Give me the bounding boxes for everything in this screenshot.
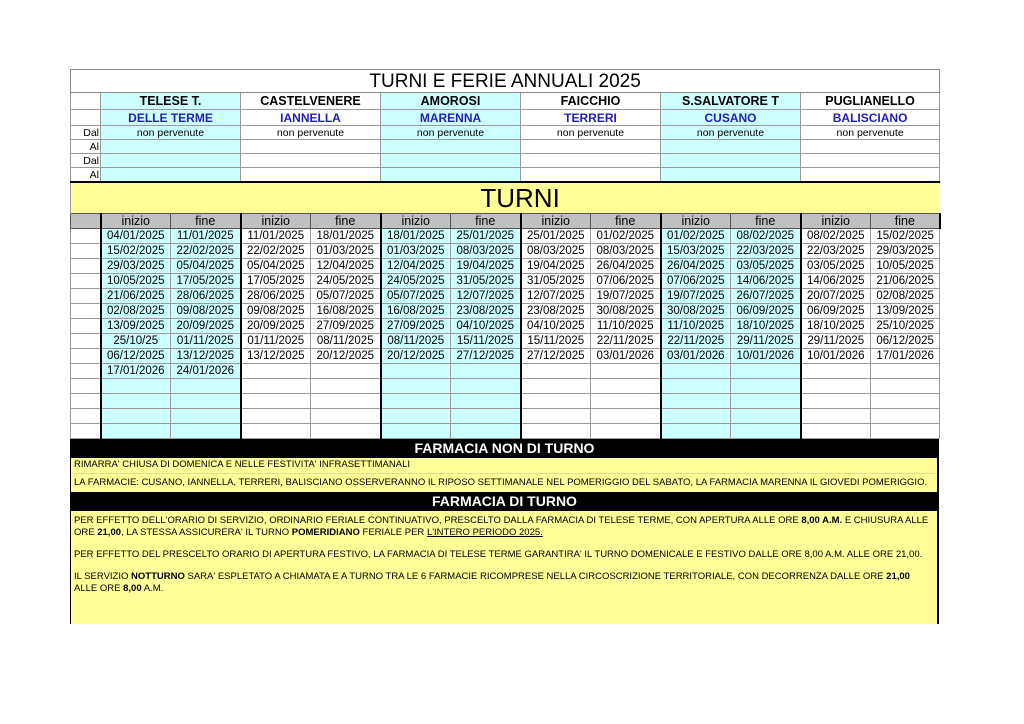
turno-date-cell: 30/08/2025 (661, 304, 731, 319)
turno-date-cell: 04/01/2025 (101, 229, 171, 244)
turno-date-cell (101, 394, 171, 409)
turno-date-cell (451, 364, 521, 379)
turno-date-cell: 13/09/2025 (101, 319, 171, 334)
turno-date-cell: 26/07/2025 (731, 289, 801, 304)
turni-table (70, 69, 941, 439)
turno-date-cell: 11/10/2025 (661, 319, 731, 334)
turno-date-cell: 27/09/2025 (311, 319, 381, 334)
ferie-cell (101, 168, 241, 183)
turno-date-cell: 17/01/2026 (101, 364, 171, 379)
turno-date-cell (731, 364, 801, 379)
ferie-label: Dal (71, 154, 101, 168)
ferie-cell (521, 140, 661, 154)
turno-date-cell: 05/04/2025 (241, 259, 311, 274)
col-start-header: inizio (521, 214, 591, 229)
ferie-cell (661, 154, 801, 168)
turno-date-cell: 11/01/2025 (241, 229, 311, 244)
row-label-cell (71, 304, 101, 319)
row-label-cell (71, 289, 101, 304)
turno-date-cell: 12/07/2025 (521, 289, 591, 304)
page-title: TURNI E FERIE ANNUALI 2025 (71, 70, 940, 93)
col-start-header: inizio (661, 214, 731, 229)
turni-sheet (70, 69, 939, 624)
pharmacy-name: CUSANO (661, 110, 801, 126)
text-run: PER EFFETTO DELL'ORARIO DI SERVIZIO, ORDINARIO FERIALE CONTINUATIVO, PRESCELTO DALLA FARMACIA DI TELESE TERME, CON APERTURA ALLE ORE (74, 515, 802, 526)
turno-paragraph-2: PER EFFETTO DEL PRESCELTO ORARIO DI APERTURA FESTIVO, LA FARMACIA DI TELESE TERME GARANTIRA' IL TURNO DOMENICALE E FESTIVO DALLE ORE 8,00 A.M. ALLE ORE 21,00. (74, 549, 923, 560)
turno-date-cell: 10/01/2026 (731, 349, 801, 364)
turno-date-cell (731, 409, 801, 424)
text-run: 8,00 (123, 583, 142, 594)
turno-date-cell: 19/04/2025 (521, 259, 591, 274)
turno-date-cell: 24/05/2025 (381, 274, 451, 289)
ferie-cell: non pervenute (241, 126, 381, 140)
turno-date-cell: 29/03/2025 (871, 244, 940, 259)
ferie-cell (801, 154, 940, 168)
turno-date-cell: 11/01/2025 (171, 229, 241, 244)
turno-date-cell: 25/10/25 (101, 334, 171, 349)
turno-date-cell: 04/10/2025 (451, 319, 521, 334)
ferie-cell (101, 154, 241, 168)
turno-date-cell (731, 394, 801, 409)
col-start-header: inizio (801, 214, 871, 229)
ferie-cell (521, 154, 661, 168)
turno-date-cell (591, 409, 661, 424)
turno-paragraph-1 (74, 515, 934, 539)
turno-date-cell: 08/11/2025 (381, 334, 451, 349)
turno-date-cell (731, 379, 801, 394)
turno-date-cell: 07/06/2025 (661, 274, 731, 289)
col-end-header: fine (311, 214, 381, 229)
row-label-cell (71, 244, 101, 259)
turno-date-cell: 14/06/2025 (801, 274, 871, 289)
col-end-header: fine (171, 214, 241, 229)
turno-date-cell: 23/08/2025 (521, 304, 591, 319)
turno-date-cell: 15/02/2025 (871, 229, 940, 244)
corner-cell (71, 93, 101, 110)
text-run: 21,00 (97, 527, 122, 538)
row-label-cell (71, 409, 101, 424)
turno-date-cell: 16/08/2025 (311, 304, 381, 319)
turno-date-cell (591, 424, 661, 439)
turno-date-cell: 27/09/2025 (381, 319, 451, 334)
text-run: , LA STESSA ASSICURERA' IL TURNO (121, 527, 292, 538)
ferie-cell (381, 140, 521, 154)
ferie-cell (101, 140, 241, 154)
turno-date-cell: 15/11/2025 (451, 334, 521, 349)
turno-date-cell (661, 424, 731, 439)
town-header: CASTELVENERE (241, 93, 381, 110)
turno-date-cell (871, 394, 940, 409)
turno-date-cell: 12/04/2025 (311, 259, 381, 274)
turno-date-cell: 31/05/2025 (451, 274, 521, 289)
town-header: FAICCHIO (521, 93, 661, 110)
turno-date-cell (661, 364, 731, 379)
turno-date-cell (241, 364, 311, 379)
turno-date-cell: 21/06/2025 (101, 289, 171, 304)
turno-date-cell: 21/06/2025 (871, 274, 940, 289)
pharmacy-name: MARENNA (381, 110, 521, 126)
turno-date-cell: 03/05/2025 (801, 259, 871, 274)
turno-date-cell (311, 409, 381, 424)
text-run: NOTTURNO (131, 571, 185, 582)
turno-date-cell: 22/11/2025 (661, 334, 731, 349)
turno-date-cell (241, 379, 311, 394)
turno-date-cell: 01/11/2025 (241, 334, 311, 349)
turno-date-cell: 29/11/2025 (731, 334, 801, 349)
turno-date-cell: 15/02/2025 (101, 244, 171, 259)
text-run: IL SERVIZIO (74, 571, 132, 582)
turno-date-cell: 08/11/2025 (311, 334, 381, 349)
turno-date-cell: 08/03/2025 (591, 244, 661, 259)
turno-date-cell: 18/10/2025 (801, 319, 871, 334)
ferie-label: Al (71, 140, 101, 154)
ferie-label: Dal (71, 126, 101, 140)
turno-date-cell: 20/12/2025 (311, 349, 381, 364)
row-label-cell (71, 349, 101, 364)
turni-spacer (71, 182, 101, 214)
turno-date-cell: 25/01/2025 (451, 229, 521, 244)
ferie-cell: non pervenute (381, 126, 521, 140)
turno-date-cell (801, 379, 871, 394)
text-run: A.M. (141, 583, 164, 594)
turno-date-cell: 29/03/2025 (101, 259, 171, 274)
row-label-cell (71, 394, 101, 409)
ferie-cell (801, 168, 940, 183)
row-label-cell (71, 379, 101, 394)
turno-date-cell: 10/01/2026 (801, 349, 871, 364)
turno-date-cell: 01/02/2025 (661, 229, 731, 244)
turno-date-cell: 25/01/2025 (521, 229, 591, 244)
text-run: FERIALE PER (359, 527, 427, 538)
turno-date-cell (311, 424, 381, 439)
turno-date-cell: 19/07/2025 (591, 289, 661, 304)
turno-date-cell: 01/02/2025 (591, 229, 661, 244)
ferie-cell (801, 140, 940, 154)
turno-date-cell: 05/04/2025 (171, 259, 241, 274)
col-end-header: fine (871, 214, 940, 229)
row-label-cell (71, 334, 101, 349)
turno-date-cell (241, 394, 311, 409)
turno-date-cell: 02/08/2025 (101, 304, 171, 319)
ferie-cell (241, 154, 381, 168)
turno-date-cell: 10/05/2025 (871, 259, 940, 274)
turno-date-cell (381, 364, 451, 379)
row-label-cell (71, 319, 101, 334)
row-label-cell (71, 214, 101, 229)
col-start-header: inizio (101, 214, 171, 229)
turno-date-cell: 17/01/2026 (871, 349, 940, 364)
col-end-header: fine (451, 214, 521, 229)
turno-date-cell: 13/09/2025 (871, 304, 940, 319)
non-turno-heading: FARMACIA NON DI TURNO (70, 439, 939, 458)
pharmacy-name: IANNELLA (241, 110, 381, 126)
town-header: AMOROSI (381, 93, 521, 110)
turno-date-cell: 03/05/2025 (731, 259, 801, 274)
pharmacy-name: BALISCIANO (801, 110, 940, 126)
turno-date-cell: 18/01/2025 (381, 229, 451, 244)
turno-date-cell (101, 409, 171, 424)
ferie-cell (241, 168, 381, 183)
turno-date-cell: 20/09/2025 (171, 319, 241, 334)
row-label-cell (71, 229, 101, 244)
text-run: E CHIUSURA ALLE ORE (74, 515, 929, 538)
turno-date-cell: 08/03/2025 (451, 244, 521, 259)
turno-date-cell (381, 379, 451, 394)
turno-date-cell: 22/03/2025 (801, 244, 871, 259)
turno-date-cell (661, 394, 731, 409)
turno-date-cell (521, 394, 591, 409)
turno-notes (70, 511, 939, 624)
turno-date-cell: 22/03/2025 (731, 244, 801, 259)
ferie-cell: non pervenute (801, 126, 940, 140)
turno-date-cell: 29/11/2025 (801, 334, 871, 349)
turno-date-cell (521, 409, 591, 424)
turno-date-cell: 01/03/2025 (381, 244, 451, 259)
turno-date-cell: 23/08/2025 (451, 304, 521, 319)
turno-heading: FARMACIA DI TURNO (70, 492, 939, 511)
turno-paragraph-3 (74, 571, 934, 595)
turno-date-cell (451, 379, 521, 394)
col-start-header: inizio (241, 214, 311, 229)
ferie-cell (381, 154, 521, 168)
turno-date-cell: 16/08/2025 (381, 304, 451, 319)
turno-date-cell (661, 409, 731, 424)
turno-date-cell: 19/07/2025 (661, 289, 731, 304)
turno-date-cell (871, 409, 940, 424)
turno-date-cell (311, 364, 381, 379)
turno-date-cell: 26/04/2025 (661, 259, 731, 274)
town-header: PUGLIANELLO (801, 93, 940, 110)
non-turno-notes (70, 458, 939, 492)
turno-date-cell: 15/11/2025 (521, 334, 591, 349)
turno-date-cell: 12/04/2025 (381, 259, 451, 274)
pharmacy-name: DELLE TERME (101, 110, 241, 126)
turno-date-cell: 01/11/2025 (171, 334, 241, 349)
turno-date-cell (521, 424, 591, 439)
turno-date-cell: 18/10/2025 (731, 319, 801, 334)
turno-date-cell (801, 364, 871, 379)
turno-date-cell (101, 379, 171, 394)
turno-date-cell: 15/03/2025 (661, 244, 731, 259)
text-run: SARA' ESPLETATO A CHIAMATA E A TURNO TRA LE 6 FARMACIE RICOMPRESE NELLA CIRCOSCRIZIONE TERRITORIALE, CON DECORRENZA DALLE ORE (184, 571, 887, 582)
turno-date-cell (451, 409, 521, 424)
turno-date-cell: 22/02/2025 (171, 244, 241, 259)
turno-date-cell: 28/06/2025 (171, 289, 241, 304)
turno-date-cell (661, 379, 731, 394)
ferie-cell: non pervenute (661, 126, 801, 140)
col-start-header: inizio (381, 214, 451, 229)
turno-date-cell (241, 409, 311, 424)
turno-date-cell: 06/12/2025 (101, 349, 171, 364)
text-run: 21,00 (886, 571, 910, 582)
turno-date-cell: 28/06/2025 (241, 289, 311, 304)
col-end-header: fine (591, 214, 661, 229)
turno-date-cell: 08/02/2025 (731, 229, 801, 244)
turno-date-cell: 30/08/2025 (591, 304, 661, 319)
turno-date-cell: 13/12/2025 (241, 349, 311, 364)
turno-date-cell: 14/06/2025 (731, 274, 801, 289)
turno-date-cell (871, 424, 940, 439)
ferie-cell (521, 168, 661, 183)
turno-date-cell (801, 409, 871, 424)
turno-date-cell (381, 394, 451, 409)
ferie-cell: non pervenute (521, 126, 661, 140)
turno-date-cell: 26/04/2025 (591, 259, 661, 274)
turno-date-cell (101, 424, 171, 439)
non-turno-line-2: LA FARMACIE: CUSANO, IANNELLA, TERRERI, BALISCIANO OSSERVERANNO IL RIPOSO SETTIMANALE NEL POMERIGGIO DEL SABATO, LA FARMACIA MARENNA IL GIOVEDI POMERIGGIO. (74, 477, 928, 488)
turno-date-cell (521, 364, 591, 379)
turno-date-cell (381, 409, 451, 424)
turno-date-cell: 19/04/2025 (451, 259, 521, 274)
turno-date-cell: 05/07/2025 (381, 289, 451, 304)
turno-date-cell: 13/12/2025 (171, 349, 241, 364)
turno-date-cell (731, 424, 801, 439)
turno-date-cell: 09/08/2025 (171, 304, 241, 319)
turno-date-cell: 08/03/2025 (521, 244, 591, 259)
turno-date-cell (591, 379, 661, 394)
ferie-label: Al (71, 168, 101, 183)
turno-date-cell (381, 424, 451, 439)
ferie-cell (381, 168, 521, 183)
turno-date-cell (241, 424, 311, 439)
text-run: L'INTERO PERIODO 2025. (426, 527, 543, 538)
turno-date-cell (801, 424, 871, 439)
town-header: TELESE T. (101, 93, 241, 110)
turno-date-cell: 05/07/2025 (311, 289, 381, 304)
ferie-cell (661, 140, 801, 154)
turno-date-cell (311, 394, 381, 409)
turno-date-cell: 17/05/2025 (171, 274, 241, 289)
turno-date-cell: 27/12/2025 (521, 349, 591, 364)
row-label-cell (71, 424, 101, 439)
turno-date-cell: 24/01/2026 (171, 364, 241, 379)
turno-date-cell (591, 394, 661, 409)
turni-title: TURNI (101, 182, 940, 214)
turno-date-cell (171, 424, 241, 439)
turno-date-cell: 25/10/2025 (871, 319, 940, 334)
col-end-header: fine (731, 214, 801, 229)
turno-date-cell (801, 394, 871, 409)
turno-date-cell: 20/07/2025 (801, 289, 871, 304)
text-run: ALLE ORE (74, 583, 124, 594)
turno-date-cell: 04/10/2025 (521, 319, 591, 334)
corner-cell (71, 110, 101, 126)
turno-date-cell: 20/12/2025 (381, 349, 451, 364)
turno-date-cell (311, 379, 381, 394)
turno-date-cell: 18/01/2025 (311, 229, 381, 244)
turno-date-cell: 31/05/2025 (521, 274, 591, 289)
town-header: S.SALVATORE T (661, 93, 801, 110)
turno-date-cell: 06/09/2025 (731, 304, 801, 319)
turno-date-cell (171, 394, 241, 409)
turno-date-cell (451, 424, 521, 439)
turno-date-cell: 11/10/2025 (591, 319, 661, 334)
turno-date-cell (591, 364, 661, 379)
turno-date-cell: 10/05/2025 (101, 274, 171, 289)
turno-date-cell (451, 394, 521, 409)
turno-date-cell: 09/08/2025 (241, 304, 311, 319)
turno-date-cell (871, 364, 940, 379)
turno-date-cell (171, 409, 241, 424)
turno-date-cell: 01/03/2025 (311, 244, 381, 259)
turno-date-cell (171, 379, 241, 394)
non-turno-line-1: RIMARRA' CHIUSA DI DOMENICA E NELLE FESTIVITA' INFRASETTIMANALI (74, 459, 934, 474)
turno-date-cell: 20/09/2025 (241, 319, 311, 334)
turno-date-cell: 03/01/2026 (591, 349, 661, 364)
turno-date-cell (521, 379, 591, 394)
turno-date-cell: 02/08/2025 (871, 289, 940, 304)
ferie-cell (241, 140, 381, 154)
turno-date-cell: 07/06/2025 (591, 274, 661, 289)
text-run: 8,00 A.M. (801, 515, 843, 526)
ferie-cell: non pervenute (101, 126, 241, 140)
turno-date-cell: 12/07/2025 (451, 289, 521, 304)
row-label-cell (71, 259, 101, 274)
turno-date-cell: 27/12/2025 (451, 349, 521, 364)
turno-date-cell: 17/05/2025 (241, 274, 311, 289)
turno-date-cell: 06/09/2025 (801, 304, 871, 319)
turno-date-cell: 24/05/2025 (311, 274, 381, 289)
pharmacy-name: TERRERI (521, 110, 661, 126)
turno-date-cell (871, 379, 940, 394)
ferie-cell (661, 168, 801, 183)
row-label-cell (71, 364, 101, 379)
turno-date-cell: 22/02/2025 (241, 244, 311, 259)
turno-date-cell: 22/11/2025 (591, 334, 661, 349)
turno-date-cell: 08/02/2025 (801, 229, 871, 244)
text-run: POMERIDIANO (291, 527, 360, 538)
row-label-cell (71, 274, 101, 289)
turno-date-cell: 03/01/2026 (661, 349, 731, 364)
turno-date-cell: 06/12/2025 (871, 334, 940, 349)
